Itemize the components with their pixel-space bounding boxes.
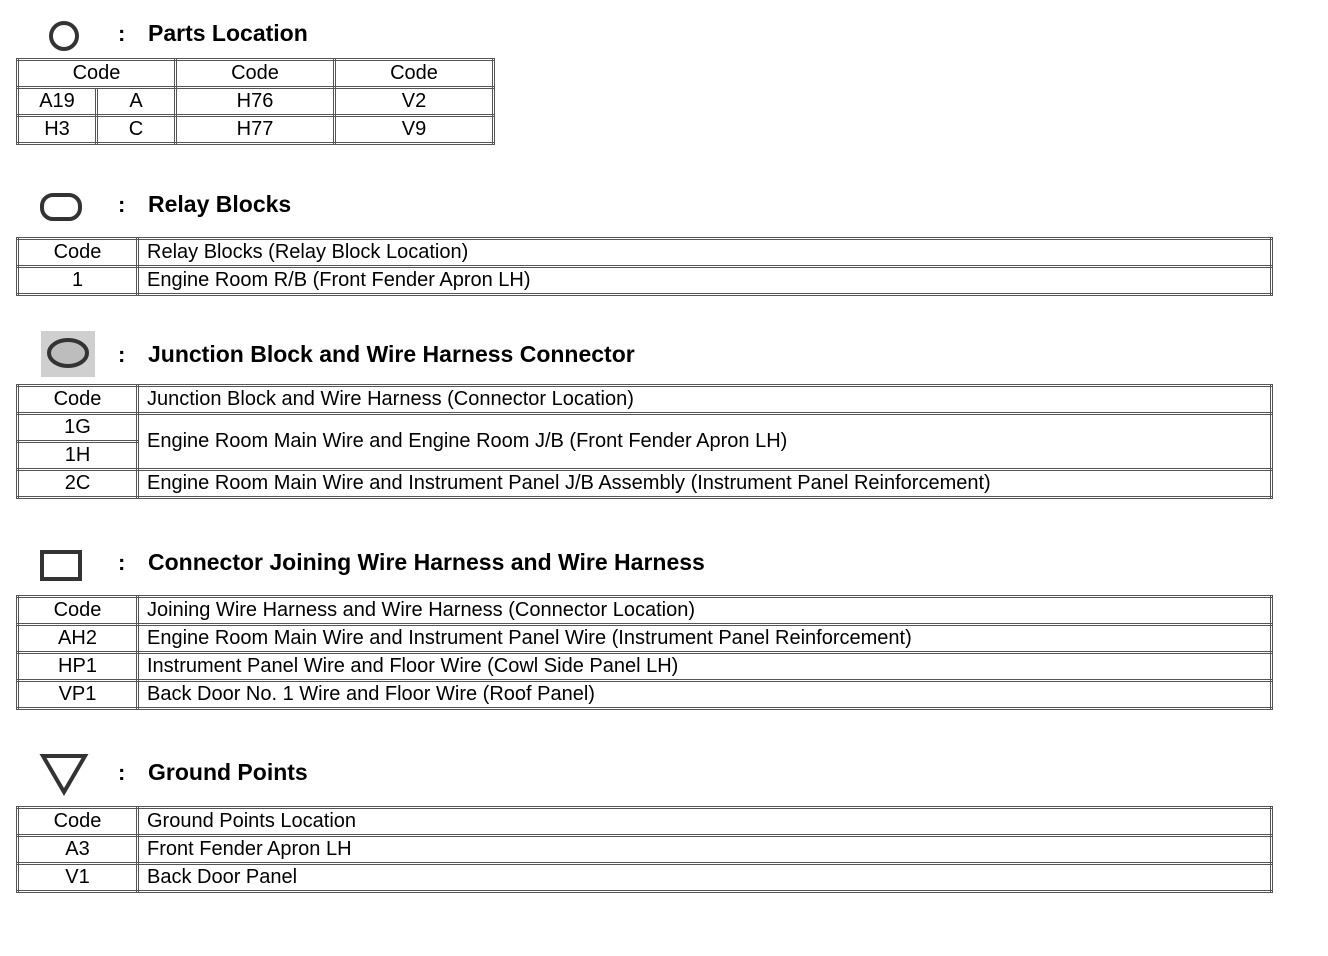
table-row [18, 653, 1272, 681]
section-title: Parts Location [148, 20, 308, 46]
code-cell: 1 [18, 267, 138, 295]
header-description: Joining Wire Harness and Wire Harness (Connector Location) [138, 597, 1272, 625]
description-cell: Engine Room Main Wire and Instrument Panel J/B Assembly (Instrument Panel Reinforcement) [138, 470, 1272, 498]
description-cell: Engine Room Main Wire and Engine Room J/B (Front Fender Apron LH) [138, 414, 1272, 470]
connector-joining-heading [0, 544, 900, 584]
colon: : [118, 342, 126, 367]
colon: : [118, 21, 126, 46]
relay-blocks-table [16, 237, 1273, 296]
section-title: Ground Points [148, 759, 308, 785]
table-header-row [18, 808, 1272, 836]
table-row [18, 88, 494, 116]
relay-blocks-heading [0, 186, 700, 226]
junction-block-heading [0, 330, 900, 370]
section-title: Connector Joining Wire Harness and Wire Harness [148, 549, 705, 575]
table-row [18, 470, 1272, 498]
header-description: Junction Block and Wire Harness (Connector Location) [138, 386, 1272, 414]
table-row [18, 681, 1272, 709]
code-cell: A19 [18, 88, 97, 116]
table-row [18, 836, 1272, 864]
code-cell: H77 [176, 116, 335, 144]
table-header-row [18, 239, 1272, 267]
table-header-row [18, 60, 494, 88]
code-cell: 1H [18, 442, 138, 470]
table-header-row [18, 386, 1272, 414]
code-cell: C [97, 116, 176, 144]
code-cell: VP1 [18, 681, 138, 709]
code-cell: HP1 [18, 653, 138, 681]
code-cell: H3 [18, 116, 97, 144]
description-cell: Instrument Panel Wire and Floor Wire (Cowl Side Panel LH) [138, 653, 1272, 681]
code-cell: A [97, 88, 176, 116]
ground-points-table [16, 806, 1273, 893]
code-cell: 1G [18, 414, 138, 442]
code-cell: H76 [176, 88, 335, 116]
header-code: Code [18, 386, 138, 414]
table-row [18, 414, 1272, 442]
section-title: Relay Blocks [148, 191, 292, 217]
description-cell: Back Door Panel [138, 864, 1272, 892]
header-description: Relay Blocks (Relay Block Location) [138, 239, 1272, 267]
colon: : [118, 192, 126, 217]
ground-points-heading [0, 752, 700, 792]
triangle-down-icon [38, 752, 90, 796]
code-cell: A3 [18, 836, 138, 864]
description-cell: Engine Room Main Wire and Instrument Panel Wire (Instrument Panel Reinforcement) [138, 625, 1272, 653]
table-row [18, 116, 494, 144]
header-description: Ground Points Location [138, 808, 1272, 836]
code-cell: V2 [335, 88, 494, 116]
connector-joining-table [16, 595, 1273, 710]
code-cell: AH2 [18, 625, 138, 653]
header-code: Code [335, 60, 494, 88]
header-code: Code [18, 239, 138, 267]
square-icon [38, 548, 86, 584]
code-cell: V9 [335, 116, 494, 144]
description-cell: Engine Room R/B (Front Fender Apron LH) [138, 267, 1272, 295]
rounded-rect-icon [38, 190, 84, 224]
parts-location-table [16, 58, 495, 145]
shaded-oval-icon [40, 330, 96, 378]
colon: : [118, 550, 126, 575]
header-code: Code [18, 597, 138, 625]
table-row [18, 864, 1272, 892]
description-cell: Back Door No. 1 Wire and Floor Wire (Roof Panel) [138, 681, 1272, 709]
header-code: Code [18, 60, 176, 88]
junction-block-table [16, 384, 1273, 499]
colon: : [118, 760, 126, 785]
section-title: Junction Block and Wire Harness Connector [148, 341, 635, 367]
description-cell: Front Fender Apron LH [138, 836, 1272, 864]
header-code: Code [18, 808, 138, 836]
header-code: Code [176, 60, 335, 88]
table-row [18, 267, 1272, 295]
code-cell: V1 [18, 864, 138, 892]
code-cell: 2C [18, 470, 138, 498]
circle-icon [46, 18, 82, 54]
table-header-row [18, 597, 1272, 625]
parts-location-heading [0, 14, 700, 54]
table-row [18, 625, 1272, 653]
